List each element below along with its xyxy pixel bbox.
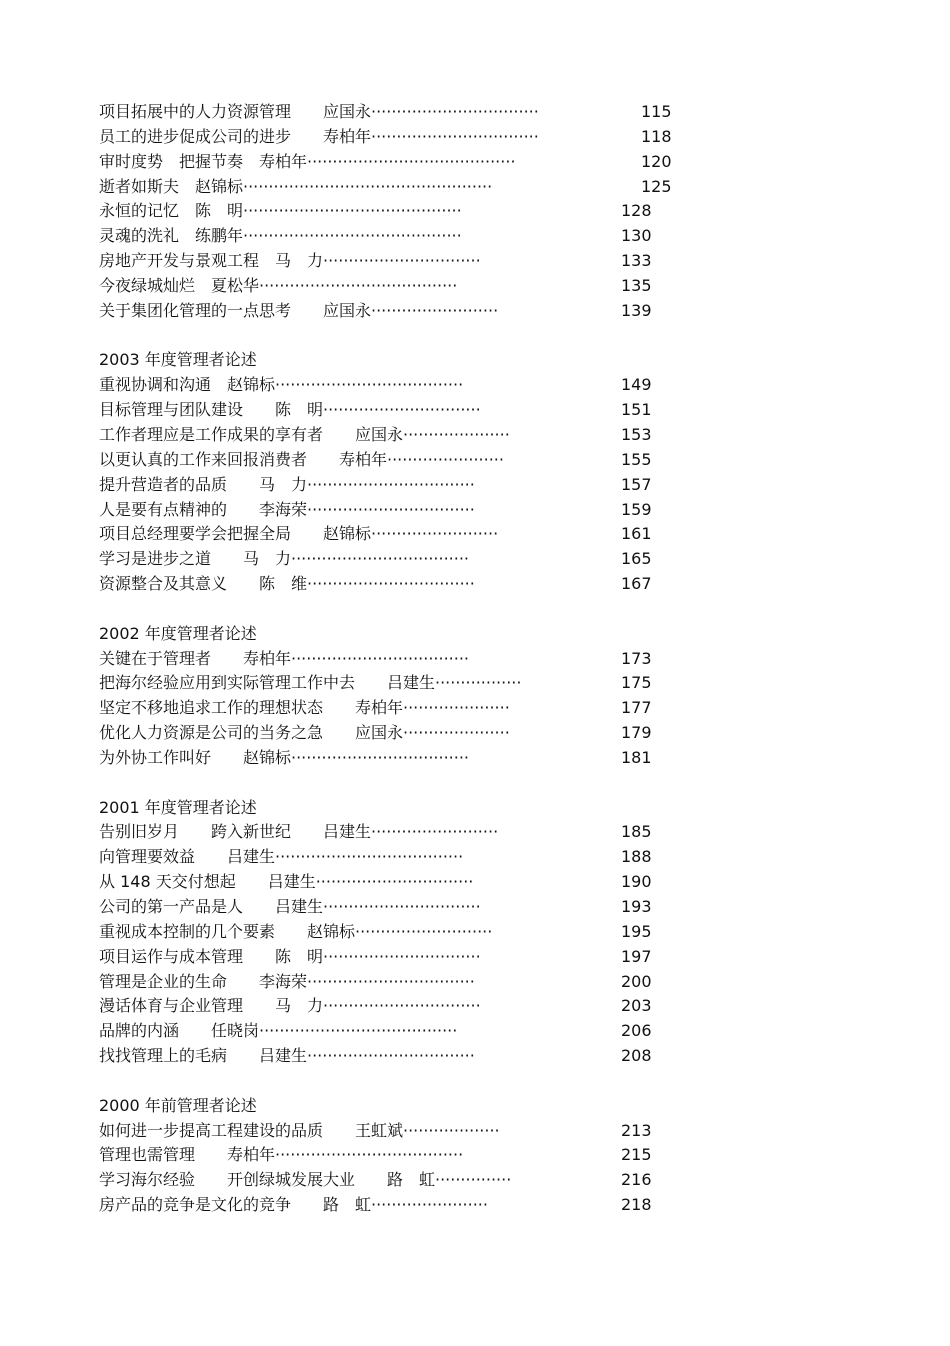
- section-spacer: [99, 597, 699, 622]
- toc-entry[interactable]: [99, 274, 699, 299]
- toc-entry-title: 人是要有点精神的 李海荣·································: [99, 499, 475, 519]
- toc-entry[interactable]: [99, 895, 699, 920]
- toc-entry[interactable]: [99, 373, 699, 398]
- toc-page-number: 165: [621, 549, 652, 569]
- toc-entry-title: 找找管理上的毛病 吕建生·································: [99, 1046, 475, 1066]
- toc-entry-title: 管理是企业的生命 李海荣·································: [99, 971, 475, 991]
- toc-page-number: 218: [621, 1195, 652, 1215]
- toc-page-number: 118: [641, 126, 672, 146]
- toc-entry[interactable]: [99, 473, 699, 498]
- toc-entry[interactable]: [99, 498, 699, 523]
- toc-entry-title: 从 148 天交付想起 吕建生·······························: [99, 872, 474, 892]
- toc-entry-title: 目标管理与团队建设 陈 明·······························: [99, 400, 481, 420]
- toc-entry-title: 房产品的竞争是文化的竞争 路 虹·······················: [99, 1195, 488, 1215]
- toc-page-number: 167: [621, 574, 652, 594]
- toc-page-number: 159: [621, 499, 652, 519]
- toc-entry-title: 灵魂的洗礼 练鹏年···········································: [99, 226, 462, 246]
- toc-page-number: 161: [621, 524, 652, 544]
- toc-entry-title: 向管理要效益 吕建生·····································: [99, 847, 464, 867]
- toc-entry[interactable]: [99, 175, 699, 200]
- toc-entry-title: 房地产开发与景观工程 马 力·······························: [99, 251, 481, 271]
- toc-page-number: 125: [641, 176, 672, 196]
- toc-entry[interactable]: [99, 1168, 699, 1193]
- toc-entry[interactable]: [99, 572, 699, 597]
- toc-entry[interactable]: [99, 249, 699, 274]
- toc-entry-title: 公司的第一产品是人 吕建生·······························: [99, 897, 481, 916]
- section-spacer: [99, 324, 699, 349]
- toc-page-number: 208: [621, 1046, 652, 1066]
- toc-page-number: 120: [641, 151, 672, 171]
- toc-page-number: 181: [621, 747, 652, 767]
- toc-entry[interactable]: [99, 1119, 699, 1144]
- toc-page-number: 151: [621, 400, 652, 420]
- toc-page-number: 193: [621, 897, 652, 916]
- toc-page-number: 190: [621, 872, 652, 892]
- toc-entry-title: 重视协调和沟通 赵锦标·····································: [99, 375, 464, 395]
- toc-entry[interactable]: [99, 1019, 699, 1044]
- table-of-contents: [99, 100, 699, 1218]
- toc-entry-title: 项目运作与成本管理 陈 明·······························: [99, 946, 481, 966]
- toc-entry[interactable]: [99, 671, 699, 696]
- toc-page-number: 173: [621, 648, 652, 668]
- toc-entry-title: 员工的进步促成公司的进步 寿柏年·································: [99, 126, 539, 146]
- toc-entry[interactable]: [99, 150, 699, 175]
- toc-page-number: 188: [621, 847, 652, 867]
- toc-entry-title: 品牌的内涵 任晓岗·······································: [99, 1021, 458, 1041]
- toc-page-number: 200: [621, 971, 652, 991]
- toc-page-number: 179: [621, 723, 652, 743]
- toc-entry[interactable]: [99, 125, 699, 150]
- toc-page-number: 139: [621, 300, 652, 320]
- toc-entry[interactable]: [99, 299, 699, 324]
- toc-entry-title: 永恒的记忆 陈 明···········································: [99, 201, 462, 221]
- toc-page-number: 216: [621, 1170, 652, 1190]
- toc-entry[interactable]: [99, 945, 699, 970]
- toc-page-number: 177: [621, 698, 652, 718]
- toc-entry[interactable]: [99, 820, 699, 845]
- toc-page-number: 195: [621, 921, 652, 941]
- toc-entry[interactable]: [99, 845, 699, 870]
- toc-page-number: 197: [621, 946, 652, 966]
- toc-entry-title: 学习是进步之道 马 力···································: [99, 549, 470, 569]
- toc-entry-title: 项目拓展中的人力资源管理 应国永·································: [99, 102, 539, 121]
- toc-entry-title: 优化人力资源是公司的当务之急 应国永·····················: [99, 723, 510, 743]
- toc-page-number: 130: [621, 226, 652, 246]
- section-heading: 2003 年度管理者论述: [99, 350, 257, 370]
- toc-entry[interactable]: [99, 1143, 699, 1168]
- toc-page-number: 206: [621, 1021, 652, 1041]
- toc-entry[interactable]: [99, 224, 699, 249]
- toc-page-number: 175: [621, 673, 652, 693]
- toc-entry[interactable]: [99, 746, 699, 771]
- toc-entry[interactable]: [99, 423, 699, 448]
- toc-entry-title: 为外协工作叫好 赵锦标···································: [99, 747, 470, 767]
- section-spacer: [99, 1069, 699, 1094]
- toc-entry[interactable]: [99, 1044, 699, 1069]
- section-heading: 2001 年度管理者论述: [99, 797, 257, 817]
- toc-entry[interactable]: [99, 522, 699, 547]
- toc-entry[interactable]: [99, 100, 699, 125]
- toc-entry-title: 提升营造者的品质 马 力·································: [99, 474, 475, 494]
- toc-entry-title: 工作者理应是工作成果的享有者 应国永·····················: [99, 424, 510, 444]
- toc-page-number: 149: [621, 375, 652, 395]
- toc-entry[interactable]: [99, 398, 699, 423]
- toc-entry-title: 审时度势 把握节奏 寿柏年·········································: [99, 151, 516, 171]
- toc-entry[interactable]: [99, 994, 699, 1019]
- toc-page-number: 215: [621, 1145, 652, 1165]
- toc-entry[interactable]: [99, 696, 699, 721]
- toc-entry[interactable]: [99, 870, 699, 895]
- toc-page-number: 155: [621, 449, 652, 469]
- toc-entry[interactable]: [99, 721, 699, 746]
- toc-entry-title: 逝者如斯夫 赵锦标·················································: [99, 176, 493, 196]
- toc-page-number: 185: [621, 822, 652, 842]
- toc-page-number: 128: [621, 201, 652, 221]
- toc-entry-title: 坚定不移地追求工作的理想状态 寿柏年·····················: [99, 698, 510, 718]
- toc-entry[interactable]: [99, 199, 699, 224]
- toc-entry[interactable]: [99, 1193, 699, 1218]
- toc-page-number: 115: [641, 102, 672, 121]
- section-heading: 2002 年度管理者论述: [99, 623, 257, 643]
- toc-entry-title: 以更认真的工作来回报消费者 寿柏年·······················: [99, 449, 504, 469]
- toc-page-number: 203: [621, 996, 652, 1016]
- toc-entry-title: 如何进一步提高工程建设的品质 王虹斌···················: [99, 1120, 500, 1140]
- toc-page-number: 153: [621, 424, 652, 444]
- toc-entry[interactable]: [99, 547, 699, 572]
- toc-entry-title: 重视成本控制的几个要素 赵锦标···························: [99, 921, 493, 941]
- toc-page-number: 133: [621, 251, 652, 271]
- section-heading: 2000 年前管理者论述: [99, 1095, 257, 1115]
- toc-entry-title: 项目总经理要学会把握全局 赵锦标·························: [99, 524, 499, 544]
- toc-entry-title: 资源整合及其意义 陈 维·································: [99, 574, 475, 594]
- toc-entry-title: 告别旧岁月 跨入新世纪 吕建生·························: [99, 822, 499, 842]
- toc-entry-title: 漫话体育与企业管理 马 力·······························: [99, 996, 481, 1016]
- toc-entry-title: 关于集团化管理的一点思考 应国永·························: [99, 300, 499, 320]
- toc-entry-title: 今夜绿城灿烂 夏松华·······································: [99, 275, 458, 295]
- toc-entry-title: 把海尔经验应用到实际管理工作中去 吕建生·················: [99, 673, 522, 693]
- toc-entry[interactable]: [99, 647, 699, 672]
- toc-entry[interactable]: [99, 448, 699, 473]
- toc-entry-title: 管理也需管理 寿柏年·····································: [99, 1145, 464, 1165]
- section-spacer: [99, 771, 699, 796]
- toc-page-number: 213: [621, 1120, 652, 1140]
- toc-page-number: 135: [621, 275, 652, 295]
- toc-entry-title: 关键在于管理者 寿柏年···································: [99, 648, 470, 668]
- toc-entry[interactable]: [99, 970, 699, 995]
- toc-page-number: 157: [621, 474, 652, 494]
- toc-entry[interactable]: [99, 920, 699, 945]
- toc-entry-title: 学习海尔经验 开创绿城发展大业 路 虹···············: [99, 1170, 512, 1190]
